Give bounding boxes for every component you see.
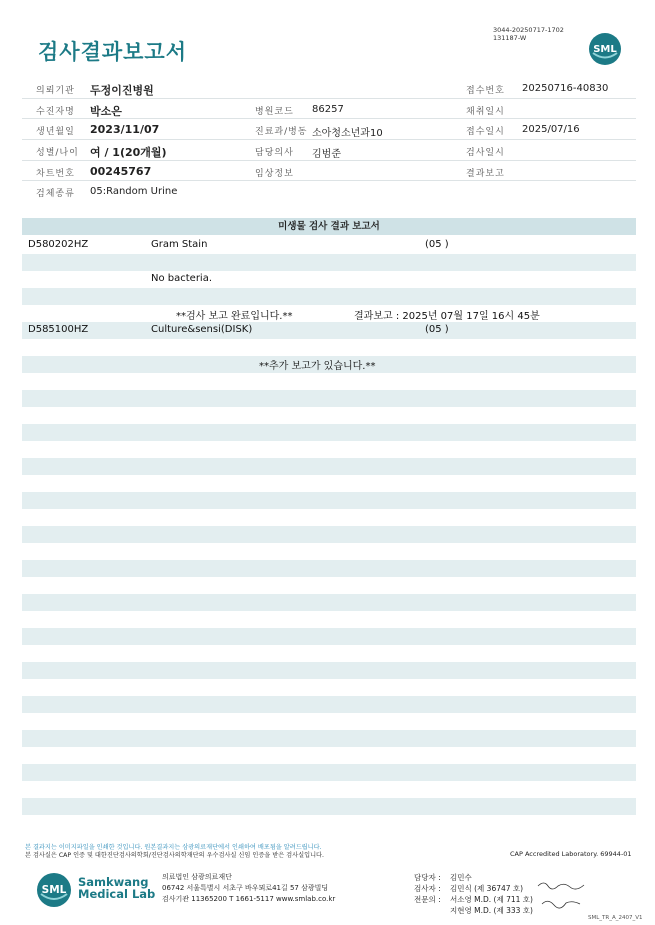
barcode-text [493, 26, 564, 42]
stripe-row [22, 526, 636, 543]
staff-role: 전문의 : [414, 895, 441, 904]
stripe-row [22, 254, 636, 271]
lab-contact: 검사기관 11365200 T 1661-5117 www.smlab.co.kr [162, 895, 336, 903]
stripe-row [22, 764, 636, 781]
barcode-line-2: 131187-W [493, 34, 527, 42]
test1-report-time: 결과보고 : 2025년 07월 17일 16시 45분 [354, 311, 540, 322]
staff-name: 지현영 M.D. (제 333 호) [450, 906, 533, 915]
staff-list [414, 872, 533, 916]
stripe-row [22, 492, 636, 509]
label-doctor: 담당의사 [255, 148, 294, 159]
header-row [22, 140, 636, 161]
label-birthdate: 생년월일 [36, 127, 75, 138]
value-receipt-no: 20250716-40830 [522, 83, 609, 94]
staff-row [414, 894, 533, 905]
samkwang-logo-icon [36, 872, 72, 908]
sml-logo-icon [588, 32, 622, 66]
signature-icon [536, 878, 596, 912]
test1-name: Gram Stain [151, 239, 208, 250]
brand-name [78, 876, 155, 900]
stripe-row [22, 594, 636, 611]
test2-code: D585100HZ [28, 324, 89, 335]
sml-logo-text: SML [593, 44, 617, 55]
test1-count: (05 ) [425, 239, 449, 250]
value-patient-name: 박소은 [90, 104, 122, 118]
test1-code: D580202HZ [28, 239, 89, 250]
test2-note: **추가 보고가 있습니다.** [259, 361, 376, 372]
stripe-row [22, 730, 636, 747]
stripe-row [22, 424, 636, 441]
stripe-row [22, 696, 636, 713]
staff-name: 서소영 M.D. (제 711 호) [450, 895, 533, 904]
value-chart-no: 00245767 [90, 164, 152, 178]
header-row [22, 161, 636, 182]
staff-role: 담당자 : [414, 873, 441, 882]
header-row [22, 99, 636, 120]
lab-street: 06742 서울특별시 서초구 바우뫼로41길 57 삼광빌딩 [162, 884, 329, 892]
staff-row [414, 883, 533, 894]
stripe-row [22, 628, 636, 645]
value-receipt-date: 2025/07/16 [522, 124, 580, 136]
label-test-date: 검사일시 [466, 148, 505, 159]
staff-name: 김민수 [450, 873, 472, 882]
label-chart-no: 차트번호 [36, 168, 75, 179]
stripe-row [22, 390, 636, 407]
report-title: 검사결과보고서 [38, 40, 188, 64]
label-department: 진료과/병동 [255, 127, 308, 138]
label-specimen: 검체종류 [36, 189, 75, 200]
label-requester: 의뢰기관 [36, 86, 75, 96]
staff-row [414, 872, 533, 883]
label-collection-date: 채취일시 [466, 106, 505, 117]
stripe-row [22, 662, 636, 679]
footer-logo-text: SML [41, 884, 67, 896]
staff-role: 검사자 : [414, 884, 441, 893]
value-requester: 두정이진병원 [90, 84, 154, 97]
value-specimen: 05:Random Urine [90, 186, 178, 198]
patient-header [22, 78, 636, 202]
label-clinical-info: 임상정보 [255, 168, 294, 179]
label-sex-age: 성별/나이 [36, 148, 79, 159]
stripe-row [22, 458, 636, 475]
staff-row [414, 905, 533, 916]
brand-line-2: Medical Lab [78, 887, 156, 901]
stripe-row [22, 322, 636, 339]
header-row [22, 78, 636, 99]
section-title: 미생물 검사 결과 보고서 [22, 218, 636, 235]
value-sex-age: 여 / 1(20개월) [90, 146, 167, 160]
label-result-report: 결과보고 [466, 168, 505, 179]
result-section [22, 218, 636, 372]
label-hospital-code: 병원코드 [255, 106, 294, 117]
staff-name: 김민식 (제 36747 호) [450, 884, 524, 893]
cap-accreditation: CAP Accredited Laboratory. 69944-01 [510, 850, 632, 858]
test1-result: No bacteria. [151, 273, 213, 284]
form-version: SML_TR_A_2407_V1 [588, 915, 643, 921]
stripe-row [22, 560, 636, 577]
certification-notice: 본 검사실은 CAP 인증 및 대한진단검사의학회/진단검사의학재단의 우수검사실 신임 인증을 받은 검사실입니다. [25, 852, 324, 859]
brand-line-1: Samkwang [78, 875, 149, 889]
stripe-row [22, 798, 636, 815]
label-receipt-no: 접수번호 [466, 86, 505, 96]
barcode-line-1: 3044-20250717-1702 [493, 26, 564, 34]
stripe-row [22, 288, 636, 305]
test1-done-note: **검사 보고 완료입니다.** [176, 311, 293, 322]
image-print-notice: 본 결과지는 이미지파일을 인쇄한 것입니다. 원본결과지는 삼광의료재단에서 인쇄하여 배포됨을 알려드립니다. [25, 844, 322, 851]
value-doctor: 김범준 [312, 149, 341, 161]
lab-address [162, 872, 335, 905]
lab-name: 의료법인 삼광의료재단 [162, 873, 232, 881]
label-patient-name: 수진자명 [36, 106, 75, 117]
value-birthdate: 2023/11/07 [90, 123, 160, 137]
label-receipt-date: 접수일시 [466, 127, 505, 138]
value-hospital-code: 86257 [312, 103, 344, 115]
test2-name: Culture&sensi(DISK) [151, 324, 253, 335]
header-row [22, 119, 636, 140]
value-department: 소아청소년과10 [312, 128, 383, 140]
test2-count: (05 ) [425, 324, 449, 335]
header-row [22, 181, 636, 202]
